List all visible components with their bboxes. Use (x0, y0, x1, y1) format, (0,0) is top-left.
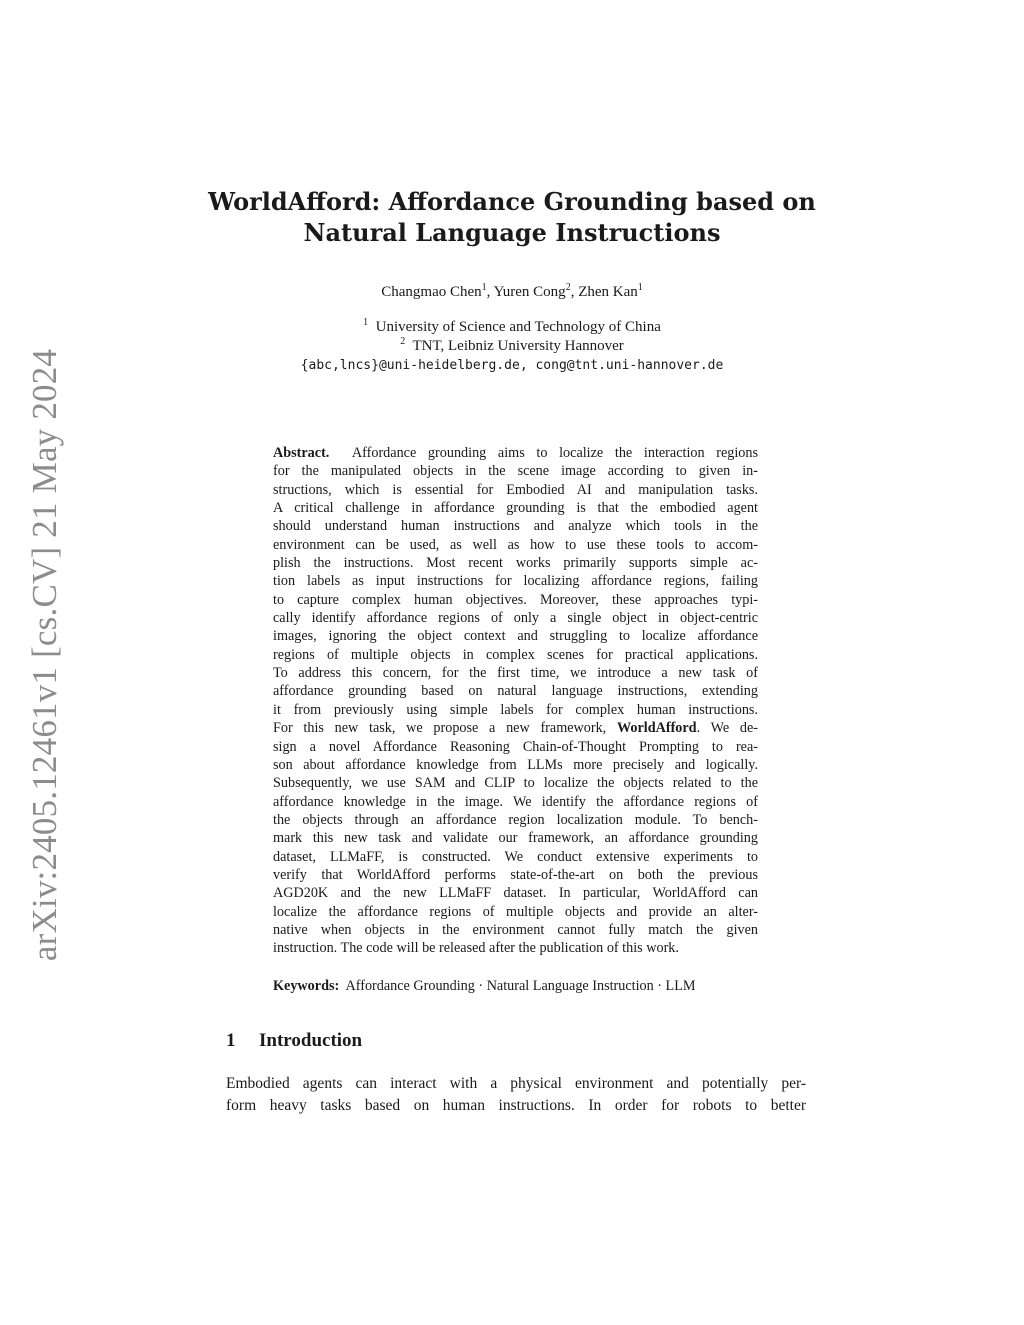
abstract-line: sign a novel Affordance Reasoning Chain-of-Thought Prompting to rea- (273, 738, 758, 755)
author-separator: , (570, 284, 579, 300)
author-name: Yuren Cong (493, 284, 566, 300)
abstract-line: it from previously using simple labels for complex human instructions. (273, 701, 758, 718)
abstract-line: structions, which is essential for Embodied AI and manipulation tasks. (273, 481, 758, 498)
affiliation-line (0, 318, 1024, 337)
abstract-line: mark this new task and validate our framework, an affordance grounding (273, 830, 758, 847)
abstract-line: environment can be used, as well as how to use these tools to accom- (273, 536, 758, 553)
author-affil-mark: 1 (637, 282, 643, 293)
affiliation-text: University of Science and Technology of China (375, 319, 661, 335)
affil-mark: 1 (363, 317, 369, 328)
abstract-line: For this new task, we propose a new framework, WorldAfford. We de- (273, 720, 758, 737)
author-emails[interactable]: {abc,lncs}@uni-heidelberg.de, cong@tnt.uni-hannover.de (300, 358, 724, 373)
title-line-2: Natural Language Instructions (303, 218, 721, 247)
affiliation-text: TNT, Leibniz University Hannover (412, 338, 624, 354)
affiliations (0, 318, 1024, 375)
title-line-1: WorldAfford: Affordance Grounding based on (208, 187, 816, 216)
section-number: 1 (226, 1030, 236, 1051)
abstract-line: son about affordance knowledge from LLMs more precisely and logically. (273, 756, 758, 773)
section-title: Introduction (259, 1030, 363, 1051)
abstract-line: localize the affordance regions of multiple objects and provide an alter- (273, 903, 758, 920)
abstract-line: Abstract. Affordance grounding aims to localize the interaction regions (273, 445, 759, 461)
abstract-line: to capture complex human objectives. Moreover, these approaches typi- (273, 591, 758, 608)
abstract-line: dataset, LLMaFF, is constructed. We conduct extensive experiments to (273, 848, 758, 865)
author-separator: , (486, 284, 494, 300)
abstract-line: images, ignoring the object context and struggling to localize affordance (273, 628, 758, 645)
author-list (0, 284, 1024, 301)
abstract-line: AGD20K and the new LLMaFF dataset. In particular, WorldAfford can (273, 885, 758, 902)
abstract-line: affordance grounding based on natural language instructions, extending (273, 683, 758, 700)
keywords-text: Affordance Grounding · Natural Language Instruction · LLM (345, 978, 696, 994)
abstract-line: Subsequently, we use SAM and CLIP to localize the objects related to the (273, 775, 758, 792)
abstract-line: cally identify affordance regions of only a single object in object-centric (273, 610, 758, 627)
abstract-line: plish the instructions. Most recent works primarily supports simple ac- (273, 555, 758, 572)
keywords-label: Keywords: (273, 978, 340, 994)
abstract-line: tion labels as input instructions for localizing affordance regions, failing (273, 573, 758, 590)
intro-line: form heavy tasks based on human instructions. In order for robots to better (226, 1096, 806, 1114)
abstract-line: verify that WorldAfford performs state-of-the-art on both the previous (273, 866, 758, 883)
affil-mark: 2 (400, 336, 406, 347)
abstract-line: To address this concern, for the first time, we introduce a new task of (273, 665, 758, 682)
abstract-label: Abstract. (273, 445, 330, 461)
affiliation-line (0, 337, 1024, 356)
abstract-line: native when objects in the environment cannot fully match the given (273, 921, 758, 938)
abstract-line: instruction. The code will be released after the publication of this work. (273, 940, 679, 957)
abstract-line: for the manipulated objects in the scene image according to given in- (273, 463, 758, 480)
abstract-line: A critical challenge in affordance grounding is that the embodied agent (273, 500, 758, 517)
keywords (273, 978, 696, 995)
abstract (273, 444, 758, 958)
abstract-line: affordance knowledge in the image. We identify the affordance regions of (273, 793, 758, 810)
author-affil-mark: 2 (565, 282, 571, 293)
abstract-line: the objects through an affordance region localization module. To bench- (273, 811, 758, 828)
abstract-line: should understand human instructions and analyze which tools in the (273, 518, 758, 535)
author-name: Zhen Kan (578, 284, 638, 300)
author-name: Changmao Chen (381, 284, 482, 300)
intro-line: Embodied agents can interact with a physical environment and potentially per- (226, 1075, 806, 1092)
author-affil-mark: 1 (481, 282, 487, 293)
framework-name: WorldAfford (616, 720, 697, 737)
paper-title (0, 186, 1024, 248)
intro-paragraph (226, 1073, 806, 1116)
arxiv-stamp: arXiv:2405.12461v1 [cs.CV] 21 May 2024 (25, 348, 64, 962)
abstract-line: regions of multiple objects in complex scenes for practical applications. (273, 646, 758, 663)
section-heading (226, 1030, 362, 1052)
